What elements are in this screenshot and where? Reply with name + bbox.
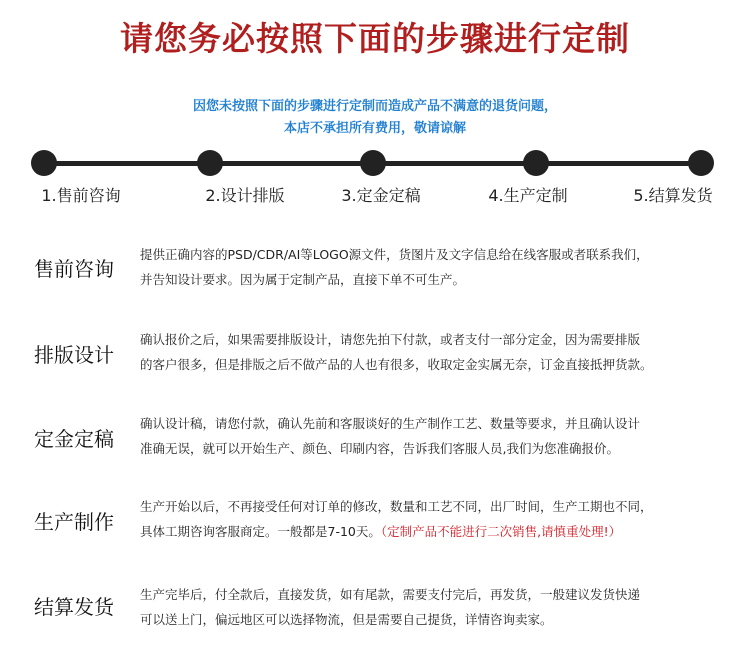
- step-3-label: 3.定金定稿: [341, 186, 421, 205]
- step-3-dot: [360, 150, 386, 176]
- section-heading: 生产制作: [34, 510, 114, 534]
- step-2-dot: [197, 150, 223, 176]
- section-body: [140, 411, 740, 461]
- notice-line-2: 本店不承担所有费用，敬请谅解: [283, 121, 466, 136]
- section-line: 确认设计稿，请您付款，确认先前和客服谈好的生产制作工艺、数量等要求，并且确认设计: [140, 416, 641, 431]
- step-5-dot: [688, 150, 714, 176]
- step-4-label: 4.生产定制: [488, 186, 568, 205]
- section-body: [140, 494, 740, 544]
- notice-line-1: 因您未按照下面的步骤进行定制而造成产品不满意的退货问题，: [192, 99, 557, 114]
- section-line: 并告知设计要求。因为属于定制产品，直接下单不可生产。: [140, 272, 466, 287]
- section-line: 可以送上门，偏远地区可以选择物流，但是需要自己提货，详情咨询卖家。: [140, 612, 553, 627]
- section-body: [140, 242, 740, 292]
- step-5-label: 5.结算发货: [633, 186, 713, 205]
- section-line: 提供正确内容的PSD/CDR/AI等LOGO源文件，货图片及文字信息给在线客服或者联系我们，: [140, 247, 649, 262]
- page-title: 请您务必按照下面的步骤进行定制: [120, 19, 630, 58]
- section-heading: 结算发货: [34, 595, 114, 619]
- step-1-label: 1.售前咨询: [41, 186, 121, 205]
- section-line: 的客户很多，但是排版之后不做产品的人也有很多，收取定金实属无奈，订金直接抵押货款。: [140, 357, 653, 372]
- section-heading: 售前咨询: [34, 257, 114, 281]
- section-body: [140, 582, 740, 632]
- step-4-dot: [523, 150, 549, 176]
- section-heading: 排版设计: [34, 343, 114, 367]
- section-line: 准确无误，就可以开始生产、颜色、印刷内容，告诉我们客服人员,我们为您准确报价。: [140, 441, 619, 456]
- step-1-dot: [31, 150, 57, 176]
- section-line: 生产完毕后，付全款后，直接发货，如有尾款，需要支付完后，再发货，一般建议发货快递: [140, 587, 641, 602]
- warning-text: （定制产品不能进行二次销售,请慎重处理!）: [380, 524, 622, 539]
- section-line-text: 具体工期咨询客服商定。一般都是7-10天。: [140, 524, 381, 539]
- section-line: [140, 519, 740, 544]
- section-heading: 定金定稿: [34, 427, 114, 451]
- section-body: [140, 327, 740, 377]
- section-line: 确认报价之后，如果需要排版设计，请您先拍下付款，或者支付一部分定金，因为需要排版: [140, 332, 641, 347]
- section-line: 生产开始以后，不再接受任何对订单的修改，数量和工艺不同，出厂时间，生产工期也不同，: [140, 499, 653, 514]
- step-2-label: 2.设计排版: [205, 186, 285, 205]
